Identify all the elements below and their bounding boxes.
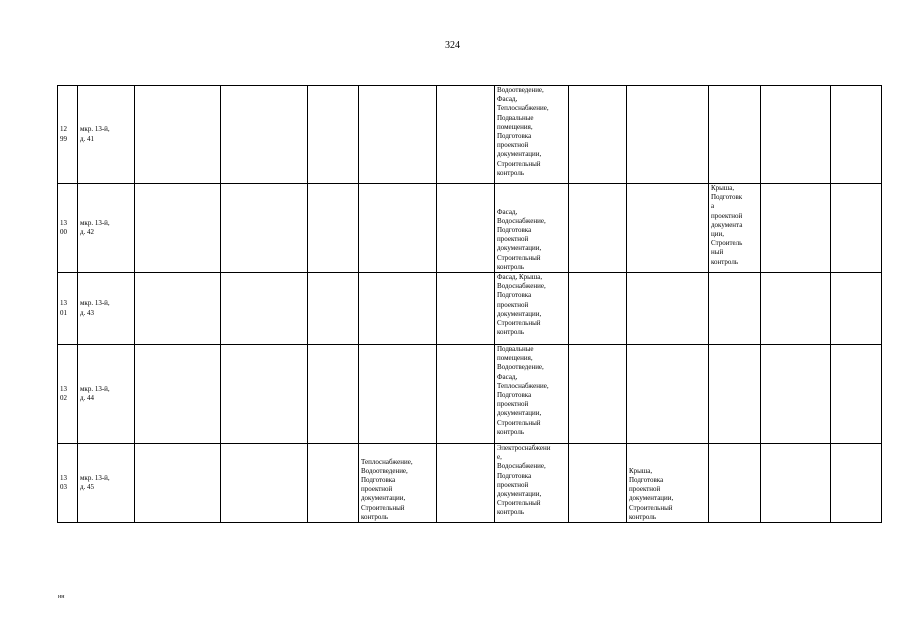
address-cell: мкр. 13-й, д. 41: [78, 86, 135, 184]
empty-cell: [569, 345, 627, 444]
address-cell: мкр. 13-й, д. 42: [78, 184, 135, 273]
work-types-cell: [627, 86, 709, 184]
row-number-cell: 13 00: [58, 184, 78, 273]
work-types-cell: [627, 273, 709, 345]
work-types-cell: [359, 273, 437, 345]
table-row: [58, 444, 882, 523]
row-number-cell: 12 99: [58, 86, 78, 184]
empty-cell: [569, 444, 627, 523]
empty-cell: [308, 444, 359, 523]
empty-cell: [831, 184, 882, 273]
empty-cell: [135, 86, 221, 184]
empty-cell: [221, 444, 308, 523]
empty-cell: [761, 345, 831, 444]
empty-cell: [437, 184, 495, 273]
work-types-cell: Электроснабжени е, Водоснабжение, Подготовка проектной документации, Строительный контроль: [495, 444, 569, 523]
table-row: [58, 86, 882, 184]
empty-cell: [761, 273, 831, 345]
work-types-cell: [359, 184, 437, 273]
row-number-cell: 13 03: [58, 444, 78, 523]
empty-cell: [308, 184, 359, 273]
footer-mark: нн: [58, 594, 65, 600]
empty-cell: [221, 86, 308, 184]
repair-schedule-table: [57, 85, 882, 523]
row-number-cell: 13 01: [58, 273, 78, 345]
empty-cell: [437, 273, 495, 345]
work-types-cell: [709, 345, 761, 444]
empty-cell: [437, 86, 495, 184]
empty-cell: [135, 184, 221, 273]
address-cell: мкр. 13-й, д. 44: [78, 345, 135, 444]
empty-cell: [831, 444, 882, 523]
work-types-cell: [709, 86, 761, 184]
empty-cell: [308, 86, 359, 184]
empty-cell: [761, 184, 831, 273]
work-types-cell: Водоотведение, Фасад, Теплоснабжение, Подвальные помещения, Подготовка проектной документации, Строительный контроль: [495, 86, 569, 184]
work-types-cell: Подвальные помещения, Водоотведение, Фасад, Теплоснабжение, Подготовка проектной документации, Строительный контроль: [495, 345, 569, 444]
work-types-cell: Фасад, Крыша, Водоснабжение, Подготовка проектной документации, Строительный контроль: [495, 273, 569, 345]
empty-cell: [135, 345, 221, 444]
address-cell: мкр. 13-й, д. 45: [78, 444, 135, 523]
empty-cell: [569, 184, 627, 273]
empty-cell: [761, 444, 831, 523]
empty-cell: [831, 86, 882, 184]
empty-cell: [221, 273, 308, 345]
work-types-cell: [627, 184, 709, 273]
empty-cell: [437, 345, 495, 444]
page-number: 324: [445, 40, 460, 51]
table-row: [58, 184, 882, 273]
work-types-cell: Крыша, Подготовк а проектной документа ции, Строитель ный контроль: [709, 184, 761, 273]
work-types-cell: Фасад, Водоснабжение, Подготовка проектной документации, Строительный контроль: [495, 184, 569, 273]
empty-cell: [135, 273, 221, 345]
work-types-cell: Теплоснабжение, Водоотведение, Подготовка проектной документации, Строительный контроль: [359, 444, 437, 523]
empty-cell: [569, 273, 627, 345]
table-row: [58, 273, 882, 345]
empty-cell: [308, 273, 359, 345]
empty-cell: [831, 273, 882, 345]
work-types-cell: [359, 345, 437, 444]
row-number-cell: 13 02: [58, 345, 78, 444]
address-cell: мкр. 13-й, д. 43: [78, 273, 135, 345]
empty-cell: [437, 444, 495, 523]
work-types-cell: [627, 345, 709, 444]
work-types-cell: [709, 444, 761, 523]
empty-cell: [761, 86, 831, 184]
table-row: [58, 345, 882, 444]
empty-cell: [221, 184, 308, 273]
empty-cell: [569, 86, 627, 184]
work-types-cell: [359, 86, 437, 184]
work-types-cell: [709, 273, 761, 345]
empty-cell: [135, 444, 221, 523]
empty-cell: [221, 345, 308, 444]
empty-cell: [308, 345, 359, 444]
work-types-cell: Крыша, Подготовка проектной документации, Строительный контроль: [627, 444, 709, 523]
empty-cell: [831, 345, 882, 444]
